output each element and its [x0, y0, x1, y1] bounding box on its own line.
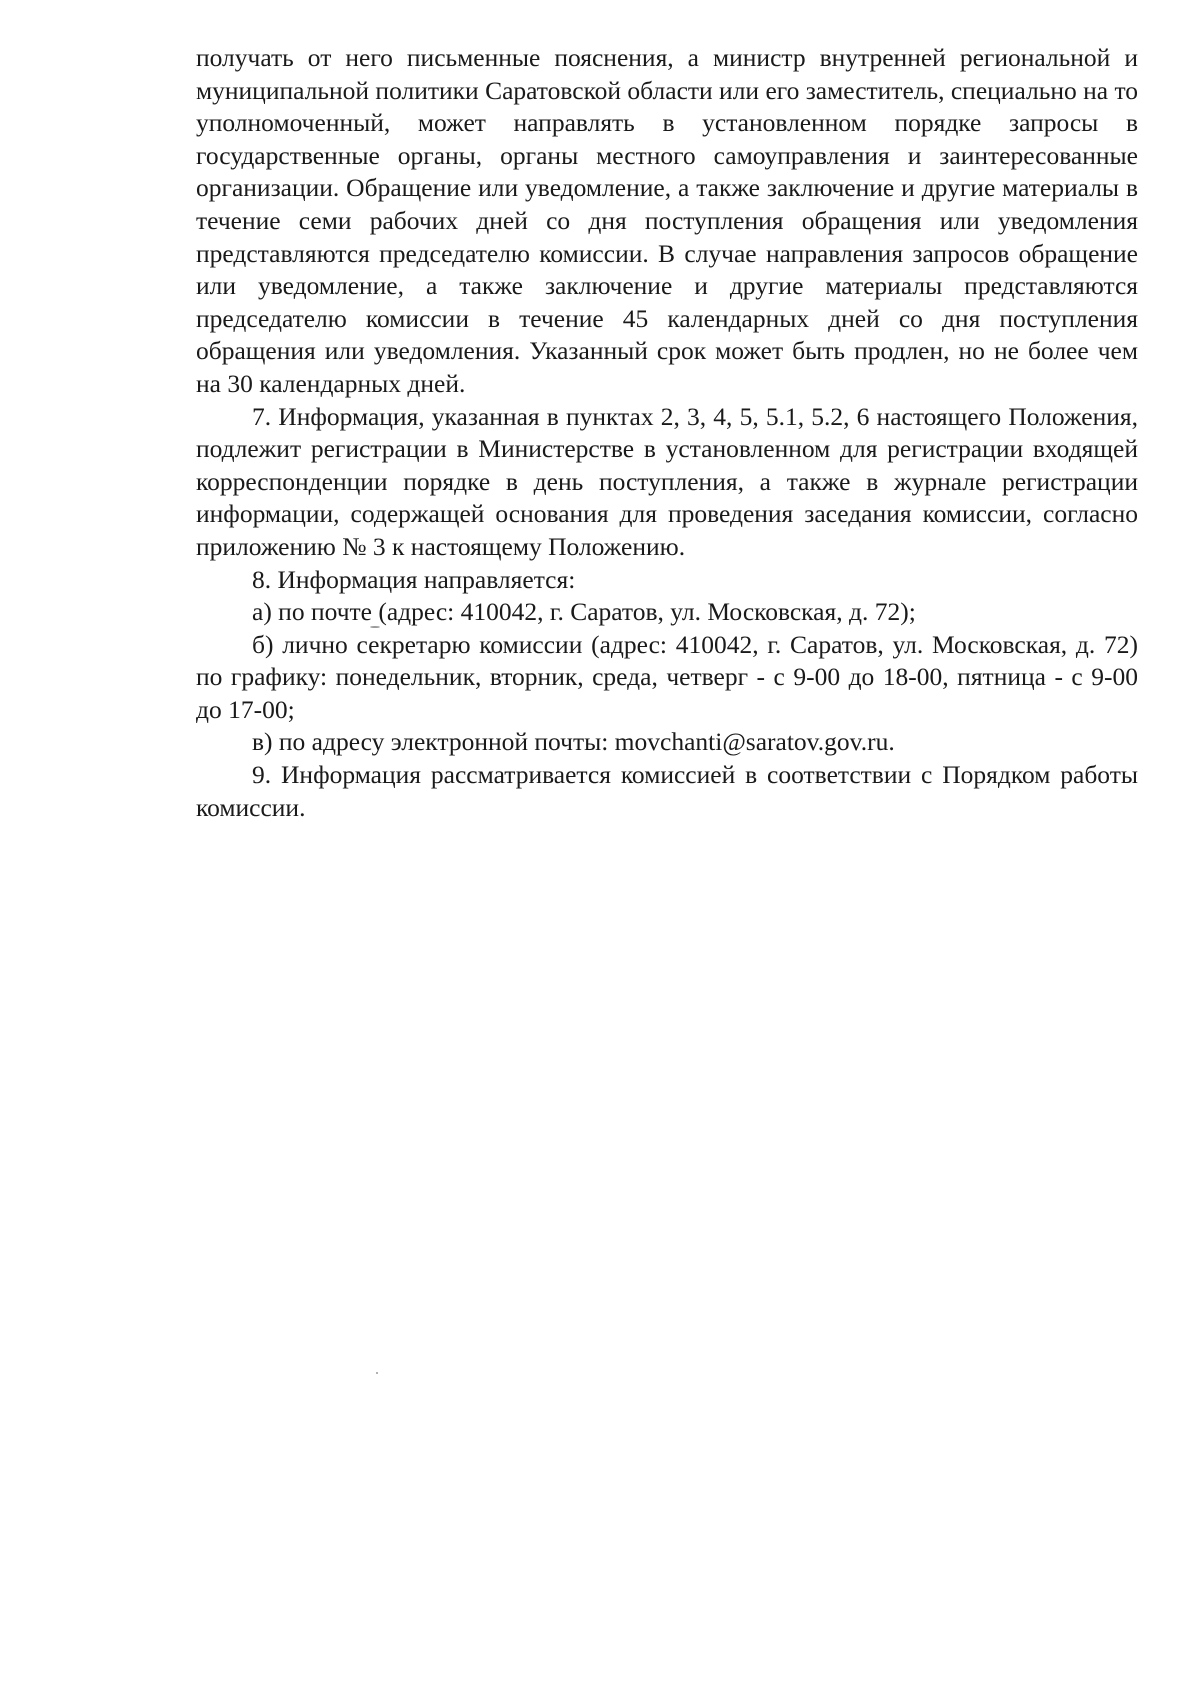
paragraph-item-7: 7. Информация, указанная в пунктах 2, 3, 4, 5, 5.1, 5.2, 6 настоящего Положения, подлежит регистрации в Министерстве в установленном для регистрации входящей корреспонденции порядке в день поступления, а также в журнале регистрации информации, содержащей основания для проведения заседания комиссии, согласно приложению № 3 к настоящему Положению. — [196, 401, 1138, 561]
paragraph-item-9: 9. Информация рассматривается комиссией в соответствии с Порядком работы комиссии. — [196, 760, 1138, 822]
paragraph-continuation: получать от него письменные пояснения, а министр внутренней региональной и муниципальной политики Саратовской области или его заместитель, специально на то уполномоченный, может направлять в установленном порядке запросы в государственные органы, органы местного самоуправления и заинтересованные организации. Обращение или уведомление, а также заключение и другие материалы в течение семи рабочих дней со дня поступления обращения или уведомления представляются председателю комиссии. В случае направления запросов обращение или уведомление, а также заключение и другие материалы представляются председателю комиссии в течение 45 календарных дней со дня поступления обращения или уведомления. Указанный срок может быть продлен, но не более чем на 30 календарных дней. — [196, 43, 1139, 398]
paragraph-item-8a: а) по почте (адрес: 410042, г. Саратов, ул. Московская, д. 72); — [252, 597, 916, 627]
scan-speck — [370, 626, 380, 628]
paragraph-item-8b: б) лично секретарю комиссии (адрес: 410042, г. Саратов, ул. Московская, д. 72) по графику: понедельник, вторник, среда, четверг - с 9-00 до 18-00, пятница - с 9-00 до 17-00; — [196, 629, 1138, 724]
paragraph-item-8c: в) по адресу электронной почты: movchanti@saratov.gov.ru. — [252, 727, 895, 757]
paragraph-item-8: 8. Информация направляется: — [252, 564, 576, 594]
document-body — [196, 42, 1138, 824]
scan-speck — [376, 1372, 378, 1374]
